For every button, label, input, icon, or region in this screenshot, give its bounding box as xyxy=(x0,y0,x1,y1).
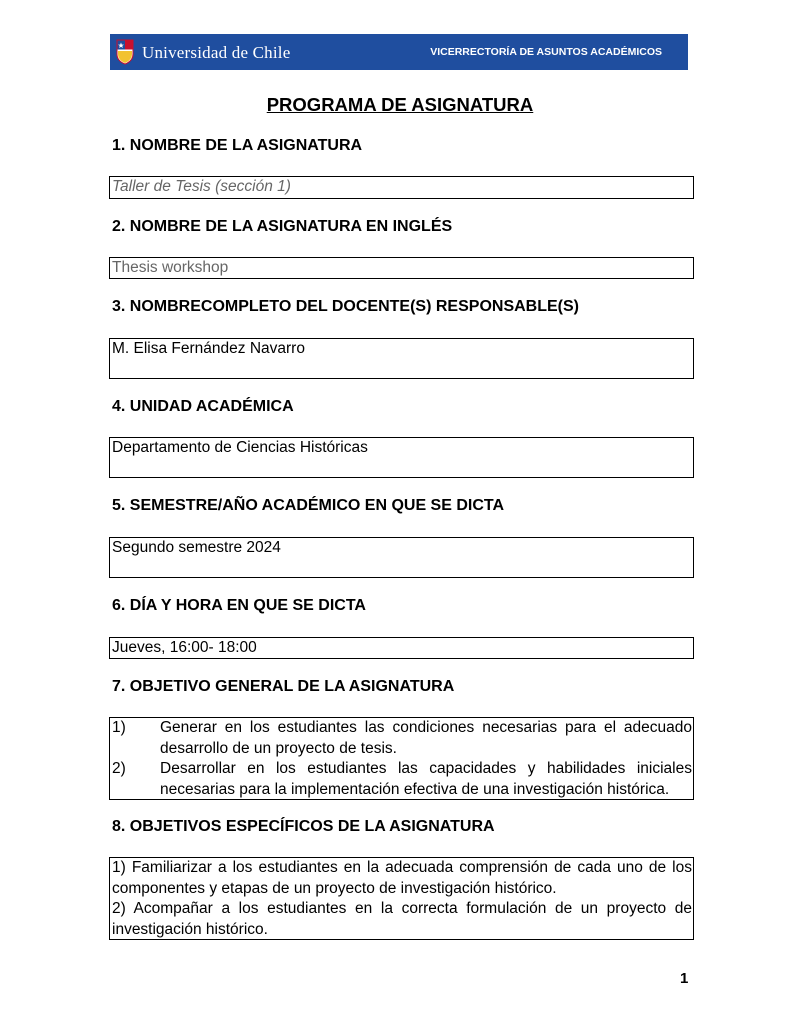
section-heading-4: 4. UNIDAD ACADÉMICA xyxy=(112,398,294,415)
page-number: 1 xyxy=(680,970,689,987)
university-name: Universidad de Chile xyxy=(142,43,291,62)
semester-value: Segundo semestre 2024 xyxy=(112,539,281,556)
specific-objective-1: 1) Familiarizar a los estudiantes en la adecuada comprensión de cada uno de los componentes y etapas de un proyecto de investigación histórico. xyxy=(112,859,692,897)
instructor-value: M. Elisa Fernández Navarro xyxy=(112,340,305,357)
section-heading-7: 7. OBJETIVO GENERAL DE LA ASIGNATURA xyxy=(112,678,455,695)
course-name-field xyxy=(109,176,694,199)
semester-field xyxy=(109,537,694,578)
vicerrectoria-label: VICERRECTORÍA DE ASUNTOS ACADÉMICOS xyxy=(430,46,662,58)
list-item-number: 1) xyxy=(112,719,126,736)
section-heading-1: 1. NOMBRE DE LA ASIGNATURA xyxy=(112,137,363,154)
academic-unit-value: Departamento de Ciencias Históricas xyxy=(112,439,368,456)
list-item xyxy=(112,759,692,800)
general-objective-field xyxy=(109,717,694,800)
section-heading-5: 5. SEMESTRE/AÑO ACADÉMICO EN QUE SE DICTA xyxy=(112,497,505,514)
instructor-field xyxy=(109,338,694,379)
course-name-english-field xyxy=(109,257,694,279)
list-item-number: 2) xyxy=(112,760,126,777)
list-item xyxy=(112,718,692,759)
section-heading-6: 6. DÍA Y HORA EN QUE SE DICTA xyxy=(112,597,366,614)
schedule-field xyxy=(109,637,694,659)
list-item-text: Desarrollar en los estudiantes las capacidades y habilidades iniciales necesarias para la implementación efectiva de una investigación histórica. xyxy=(160,760,692,798)
course-name-value: Taller de Tesis (sección 1) xyxy=(112,178,291,195)
section-heading-3: 3. NOMBRECOMPLETO DEL DOCENTE(S) RESPONSABLE(S) xyxy=(112,298,579,315)
list-item-text: Generar en los estudiantes las condiciones necesarias para el adecuado desarrollo de un proyecto de tesis. xyxy=(160,719,692,757)
page-title: PROGRAMA DE ASIGNATURA xyxy=(266,94,534,115)
header-banner xyxy=(110,34,688,70)
university-crest-icon xyxy=(116,39,134,65)
specific-objectives-field xyxy=(109,857,694,940)
specific-objective-2: 2) Acompañar a los estudiantes en la correcta formulación de un proyecto de investigación histórico. xyxy=(112,900,692,938)
section-heading-8: 8. OBJETIVOS ESPECÍFICOS DE LA ASIGNATURA xyxy=(112,818,495,835)
section-heading-2: 2. NOMBRE DE LA ASIGNATURA EN INGLÉS xyxy=(112,218,453,235)
schedule-value: Jueves, 16:00- 18:00 xyxy=(112,639,257,656)
course-name-english-value: Thesis workshop xyxy=(112,259,229,276)
academic-unit-field xyxy=(109,437,694,478)
